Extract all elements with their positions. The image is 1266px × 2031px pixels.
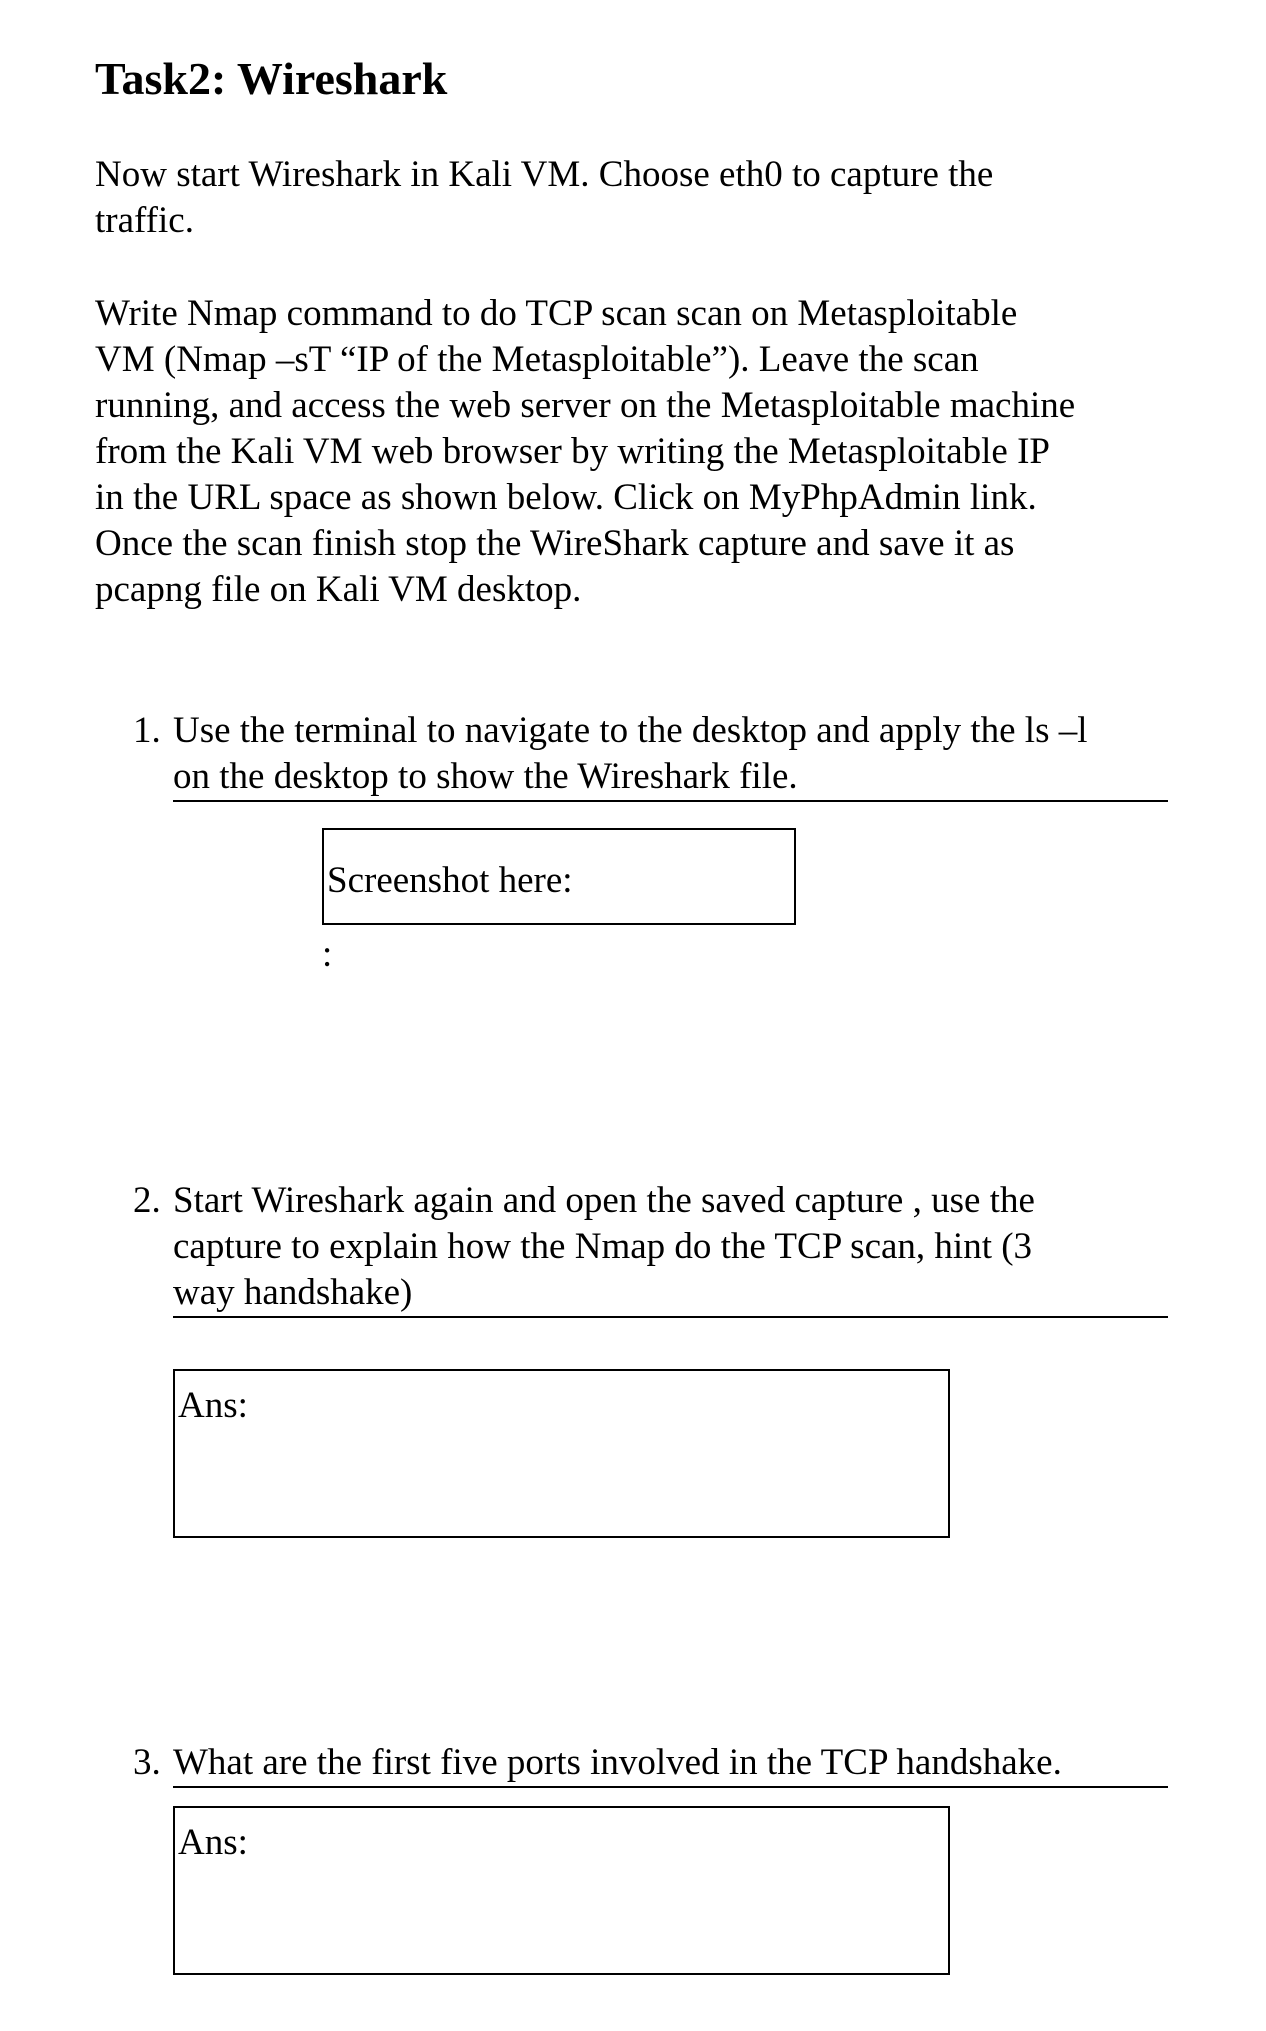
question-underline [173,1786,1168,1788]
question-text: What are the first five ports involved in the TCP handshake. [173,1742,1062,1783]
question-1 [133,708,1193,804]
question-text: Use the terminal to navigate to the desktop and apply the ls –l on the desktop to show the Wireshark file. [173,710,1088,797]
question-underline [173,800,1168,802]
question-underline [173,1316,1168,1318]
question-number: 3. [133,1742,161,1783]
question-number: 2. [133,1180,161,1221]
question-2 [133,1178,1193,1320]
colon-mark: : [322,934,333,975]
answer-box-label: Ans: [178,1822,248,1863]
question-text: Start Wireshark again and open the saved capture , use the capture to explain how the Nmap do the TCP scan, hint (3 way handshake) [173,1180,1035,1313]
task-title: Task2: Wireshark [95,53,448,104]
answer-box-2[interactable] [173,1369,950,1538]
screenshot-box-label: Screenshot here: [327,860,573,901]
screenshot-box[interactable] [322,828,796,925]
intro-paragraph: Now start Wireshark in Kali VM. Choose eth0 to capture the traffic. [95,154,994,241]
answer-box-3[interactable] [173,1806,950,1975]
answer-box-label: Ans: [178,1385,248,1426]
question-3 [133,1740,1193,1790]
question-number: 1. [133,710,161,751]
instructions-paragraph: Write Nmap command to do TCP scan scan on Metasploitable VM (Nmap –sT “IP of the Metasploitable”). Leave the scan running, and access the web server on the Metasploitable machine from the Kali VM web browser by writing the Metasploitable IP in the URL space as shown below. Click on MyPhpAdmin link. Once the scan finish stop the WireShark capture and save it as pcapng file on Kali VM desktop. [95,293,1076,610]
